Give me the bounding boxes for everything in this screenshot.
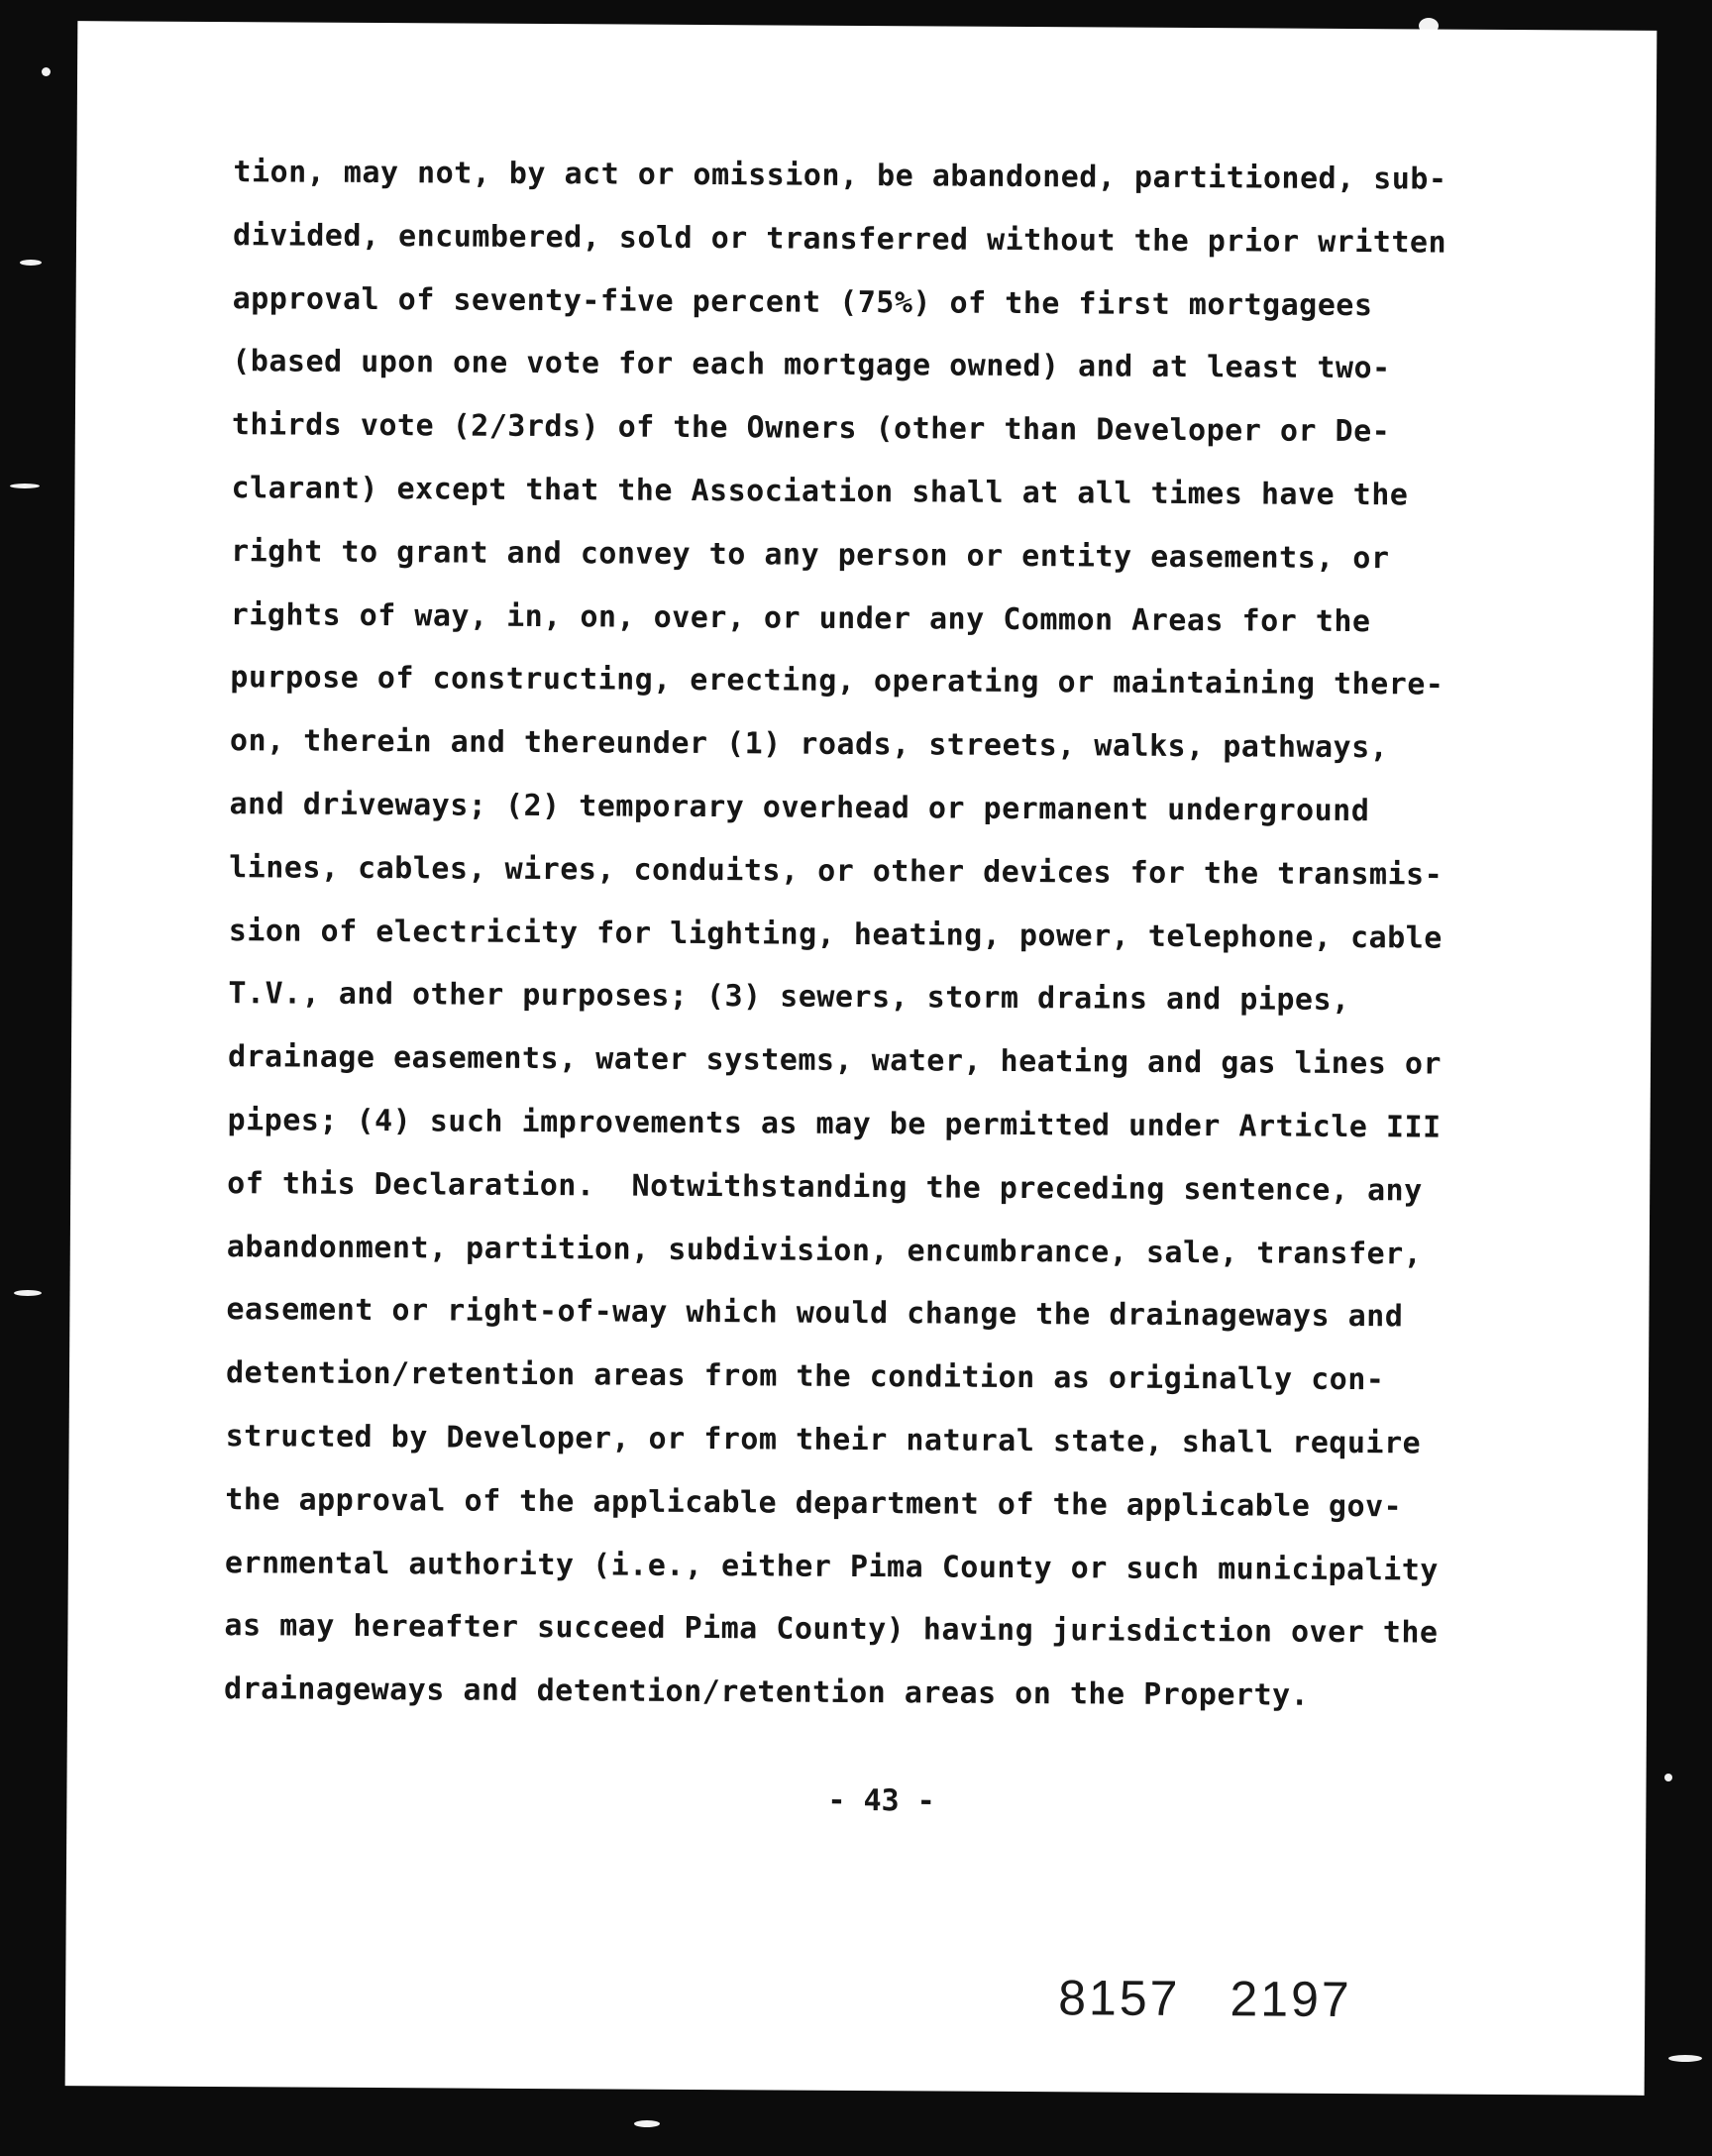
text-line: the approval of the applicable department of the applicable gov- bbox=[225, 1481, 1403, 1525]
text-line: drainage easements, water systems, water, heating and gas lines or bbox=[227, 1039, 1443, 1082]
text-line: sion of electricity for lighting, heating, power, telephone, cable bbox=[228, 913, 1443, 956]
text-line: structed by Developer, or from their natural state, shall require bbox=[225, 1419, 1422, 1461]
scan-speck bbox=[20, 260, 42, 266]
text-line: clarant) except that the Association shall at all times have the bbox=[231, 471, 1409, 513]
recording-reference bbox=[1058, 1969, 1352, 2028]
text-line: (based upon one vote for each mortgage owned) and at least two- bbox=[232, 344, 1391, 386]
text-line: pipes; (4) such improvements as may be permitted under Article III bbox=[227, 1103, 1442, 1145]
text-line: lines, cables, wires, conduits, or other devices for the transmis- bbox=[229, 849, 1444, 893]
text-line: rights of way, in, on, over, or under any Common Areas for the bbox=[230, 596, 1371, 639]
scan-speck bbox=[14, 1290, 42, 1296]
text-line: thirds vote (2/3rds) of the Owners (other than Developer or De- bbox=[231, 407, 1391, 450]
text-line: as may hereafter succeed Pima County) having jurisdiction over the bbox=[224, 1608, 1439, 1651]
text-line: divided, encumbered, sold or transferred without the prior written bbox=[232, 217, 1447, 261]
text-line: detention/retention areas from the condition as originally con- bbox=[225, 1355, 1385, 1398]
text-line: T.V., and other purposes; (3) sewers, storm drains and pipes, bbox=[228, 976, 1350, 1019]
page-number: - 43 - bbox=[827, 1782, 935, 1819]
scan-speck bbox=[10, 484, 40, 488]
text-line: approval of seventy-five percent (75%) of the first mortgagees bbox=[232, 280, 1373, 323]
text-line: right to grant and convey to any person or entity easements, or bbox=[231, 533, 1390, 577]
body-paragraph bbox=[224, 141, 1641, 1730]
book-number: 8157 bbox=[1058, 1970, 1181, 2026]
text-line: of this Declaration. Notwithstanding the preceding sentence, any bbox=[227, 1165, 1423, 1209]
text-line: purpose of constructing, erecting, operating or maintaining there- bbox=[230, 660, 1444, 702]
scan-speck bbox=[1668, 2055, 1702, 2062]
text-line: abandonment, partition, subdivision, encumbrance, sale, transfer, bbox=[226, 1229, 1423, 1272]
scan-speck bbox=[1664, 1774, 1672, 1781]
page-reference-number: 2197 bbox=[1230, 1971, 1352, 2028]
scan-speck bbox=[634, 2120, 660, 2127]
scan-speck bbox=[42, 67, 51, 76]
text-line: tion, may not, by act or omission, be abandoned, partitioned, sub- bbox=[233, 155, 1447, 197]
text-line: on, therein and thereunder (1) roads, streets, walks, pathways, bbox=[229, 723, 1389, 766]
text-line: and driveways; (2) temporary overhead or permanent underground bbox=[229, 787, 1370, 829]
text-line: drainageways and detention/retention areas on the Property. bbox=[223, 1671, 1310, 1713]
document-page bbox=[65, 21, 1658, 2096]
text-line: ernmental authority (i.e., either Pima County or such municipality bbox=[224, 1545, 1440, 1588]
text-line: easement or right-of-way which would change the drainageways and bbox=[226, 1292, 1404, 1335]
